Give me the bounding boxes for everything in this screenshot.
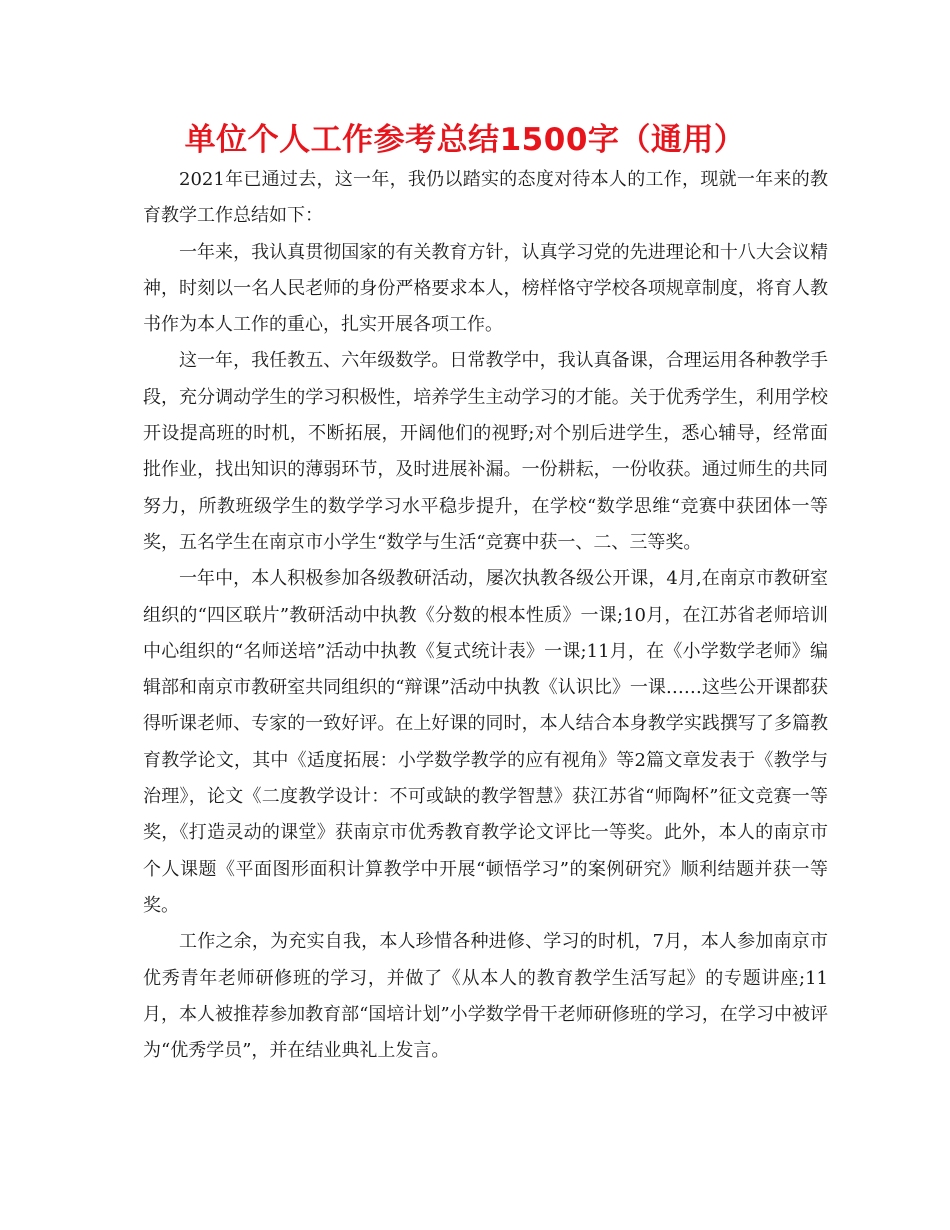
paragraph-research: 一年中，本人积极参加各级教研活动，屡次执教各级公开课，4月,在南京市教研室组织的“四区联片”教研活动中执教《分数的根本性质》一课;10月，在江苏省老师培训中心组织的“名师送培”活动中执教《复式统计表》一课;11月，在《小学数学老师》编辑部和南京市教研室共同组织的“辩课”活动中执教《认识比》一课……这些公开课都获得听课老师、专家的一致好评。在上好课的同时，本人结合本身教学实践撰写了多篇教育教学论文，其中《适度拓展：小学数学教学的应有视角》等2篇文章发表于《教学与治理》，论文《二度教学设计：不可或缺的教学智慧》获江苏省“师陶杯”征文竞赛一等奖，《打造灵动的课堂》获南京市优秀教育教学论文评比一等奖。此外，本人的南京市个人课题《平面图形面积计算教学中开展“顿悟学习”的案例研究》顺利结题并获一等奖。 (143, 568, 828, 916)
paragraph-principles: 一年来，我认真贯彻国家的有关教育方针，认真学习党的先进理论和十八大会议精神，时刻以一名人民老师的身份严格要求本人，榜样恪守学校各项规章制度，将育人教书作为本人工作的重心，扎实开展各项工作。 (143, 241, 828, 336)
document-title: 单位个人工作参考总结1500字（通用） (184, 122, 746, 158)
paragraph-intro: 2021年已通过去，这一年，我仍以踏实的态度对待本人的工作，现就一年来的教育教学工作总结如下： (143, 169, 828, 227)
paragraph-training: 工作之余，为充实自我，本人珍惜各种进修、学习的时机，7月，本人参加南京市优秀青年老师研修班的学习，并做了《从本人的教育教学生活写起》的专题讲座;11月，本人被推荐参加教育部“国培计划”小学数学骨干老师研修班的学习，在学习中被评为“优秀学员”，并在结业典礼上发言。 (143, 931, 828, 1062)
document-body (143, 162, 828, 1069)
paragraph-teaching: 这一年，我任教五、六年级数学。日常教学中，我认真备课，合理运用各种教学手段，充分调动学生的学习积极性，培养学生主动学习的才能。关于优秀学生，利用学校开设提高班的时机，不断拓展，开阔他们的视野;对个别后进学生，悉心辅导，经常面批作业，找出知识的薄弱环节，及时进展补漏。一份耕耘，一份收获。通过师生的共同努力，所教班级学生的数学学习水平稳步提升，在学校“数学思维“竞赛中获团体一等奖，五名学生在南京市小学生“数学与生活“竞赛中获一、二、三等奖。 (143, 350, 828, 553)
